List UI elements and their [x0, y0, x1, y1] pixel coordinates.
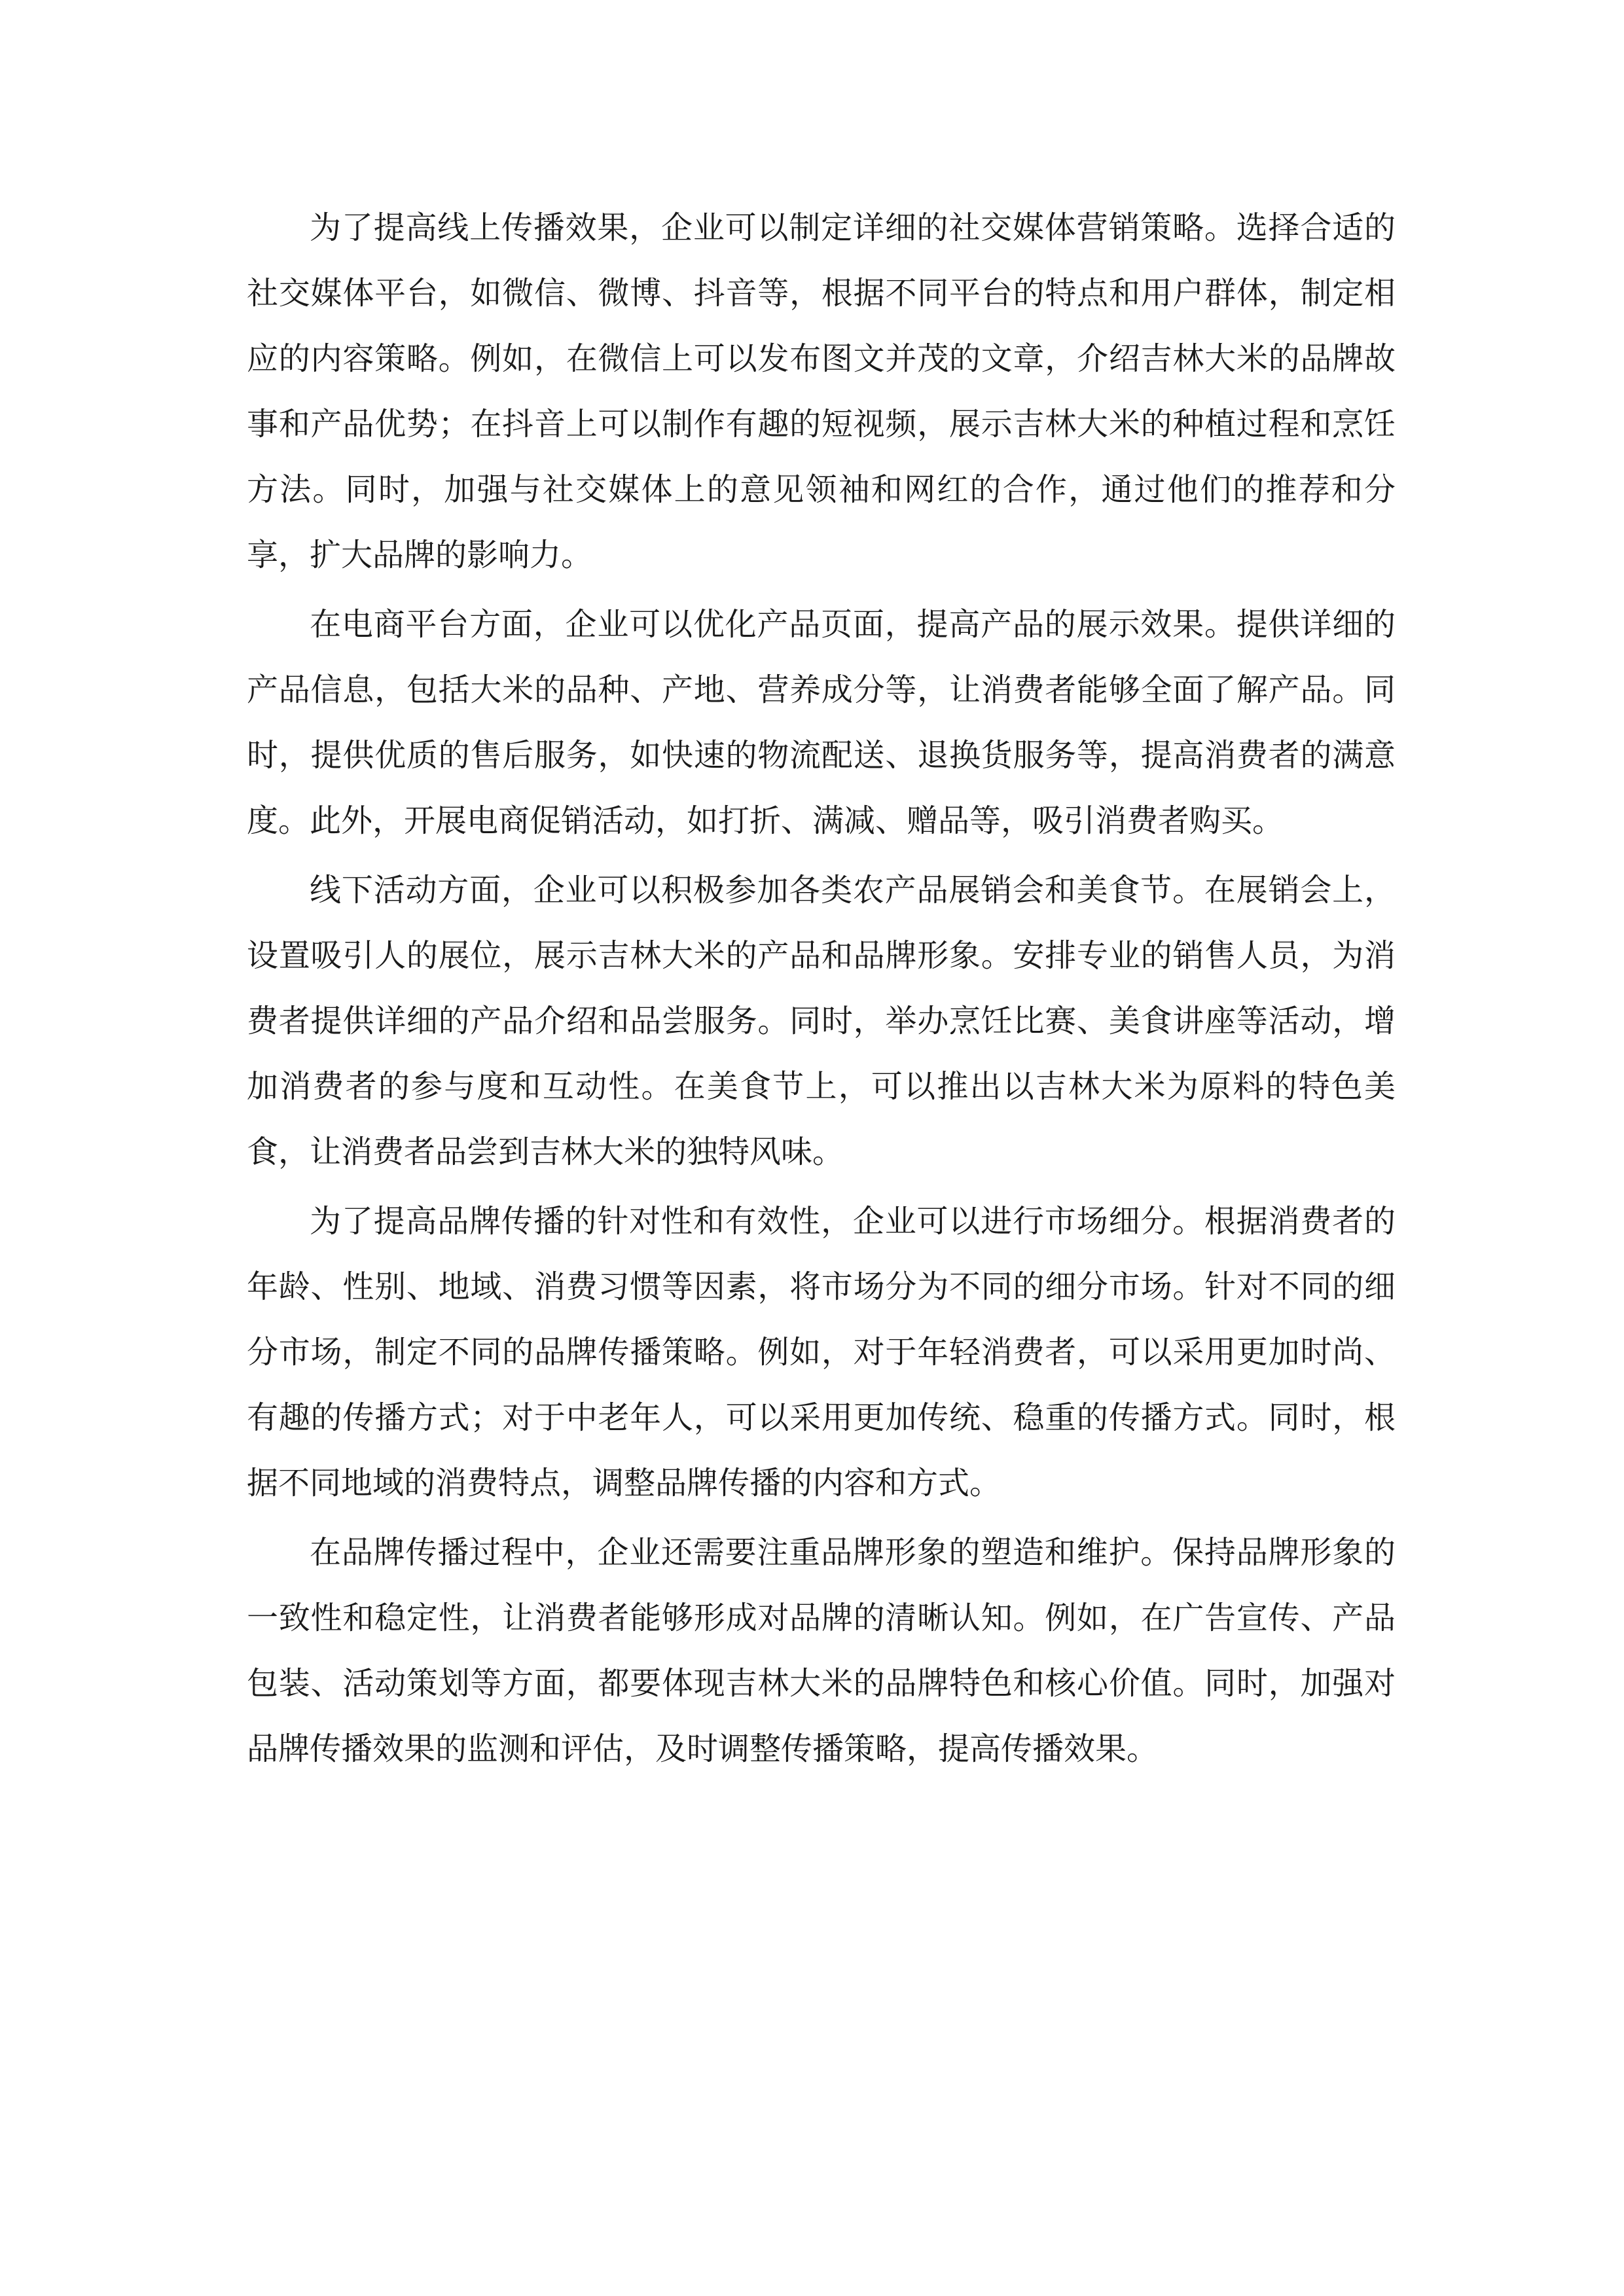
paragraph-offline-events: 线下活动方面，企业可以积极参加各类农产品展销会和美食节。在展销会上，设置吸引人的展位，展示吉林大米的产品和品牌形象。安排专业的销售人员，为消费者提供详细的产品介绍和品尝服务。同时，举办烹饪比赛、美食讲座等活动，增加消费者的参与度和互动性。在美食节上，可以推出以吉林大米为原料的特色美食，让消费者品尝到吉林大米的独特风味。 — [247, 872, 1396, 1170]
paragraph-market-segmentation: 为了提高品牌传播的针对性和有效性，企业可以进行市场细分。根据消费者的年龄、性别、地域、消费习惯等因素，将市场分为不同的细分市场。针对不同的细分市场，制定不同的品牌传播策略。例如，对于年轻消费者，可以采用更加时尚、有趣的传播方式；对于中老年人，可以采用更加传统、稳重的传播方式。同时，根据不同地域的消费特点，调整品牌传播的内容和方式。 — [247, 1203, 1396, 1501]
document-body — [247, 195, 1396, 1785]
paragraph-brand-image: 在品牌传播过程中，企业还需要注重品牌形象的塑造和维护。保持品牌形象的一致性和稳定性，让消费者能够形成对品牌的清晰认知。例如，在广告宣传、产品包装、活动策划等方面，都要体现吉林大米的品牌特色和核心价值。同时，加强对品牌传播效果的监测和评估，及时调整传播策略，提高传播效果。 — [247, 1534, 1396, 1767]
paragraph-social-media: 为了提高线上传播效果，企业可以制定详细的社交媒体营销策略。选择合适的社交媒体平台，如微信、微博、抖音等，根据不同平台的特点和用户群体，制定相应的内容策略。例如，在微信上可以发布图文并茂的文章，介绍吉林大米的品牌故事和产品优势；在抖音上可以制作有趣的短视频，展示吉林大米的种植过程和烹饪方法。同时，加强与社交媒体上的意见领袖和网红的合作，通过他们的推荐和分享，扩大品牌的影响力。 — [247, 209, 1396, 573]
paragraph-ecommerce: 在电商平台方面，企业可以优化产品页面，提高产品的展示效果。提供详细的产品信息，包括大米的品种、产地、营养成分等，让消费者能够全面了解产品。同时，提供优质的售后服务，如快速的物流配送、退换货服务等，提高消费者的满意度。此外，开展电商促销活动，如打折、满减、赠品等，吸引消费者购买。 — [247, 606, 1396, 839]
